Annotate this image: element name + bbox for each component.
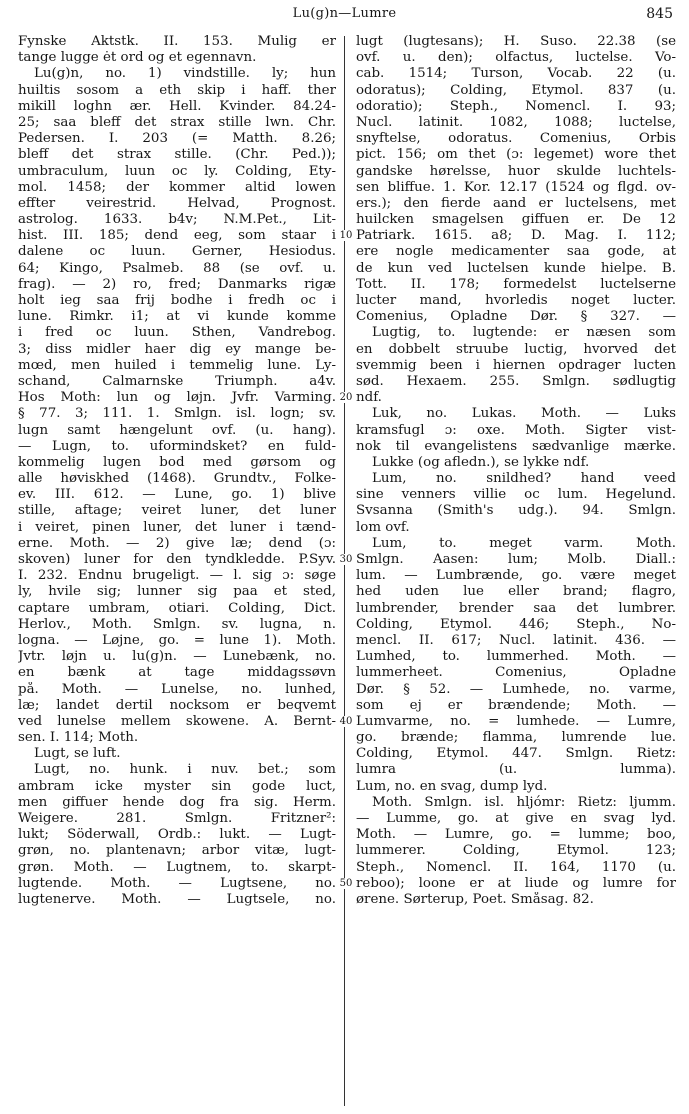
text-line: i veiret, pinen luner, det luner i tænd-: [18, 519, 336, 535]
text-line: tange lugge ėt ord og et egennavn.: [18, 50, 257, 66]
text-line: Jvtr. løjn u. lu(g)n. — Lunebænk, no.: [18, 649, 336, 665]
text-line: lukt; Söderwall, Ordb.: lukt. — Lugt-: [18, 827, 336, 843]
text-line: mœd, men huiled i temmelig lune. Ly-: [18, 357, 336, 373]
text-line: Fynske Aktstk. II. 153. Mulig er: [18, 34, 336, 49]
text-line: Luk, no. Lukas. Moth. — Luks: [372, 406, 676, 422]
text-line: lugtende. Moth. — Lugtsene, no.: [18, 875, 336, 891]
text-line: ambram icke myster sin gode luct,: [18, 778, 336, 794]
text-line: hist. III. 185; dend eeg, som staar i: [18, 228, 336, 244]
text-line: grøn. Moth. — Lugtnem, to. skarpt-: [18, 859, 336, 875]
text-line: lugt (lugtesans); H. Suso. 22.38 (se: [356, 34, 676, 49]
text-line: lugtenerve. Moth. — Lugtsele, no.: [18, 891, 336, 907]
text-line: ere nogle medicamenter saa gode, at: [356, 244, 676, 260]
text-line: effter veirestrid. Helvad, Prognost.: [18, 195, 336, 211]
text-line: Weigere. 281. Smlgn. Fritzner²:: [18, 811, 336, 826]
text-line: huilcken smagelsen giffuen er. De 12: [356, 212, 676, 228]
text-line: logna. — Løjne, go. = lune 1). Moth.: [18, 632, 336, 648]
column-divider: [344, 36, 345, 1106]
text-line: Colding, Etymol. 447. Smlgn. Rietz:: [356, 746, 676, 762]
left-column: [18, 34, 336, 908]
text-line: frag). — 2) ro, fred; Danmarks rigæ: [18, 276, 336, 292]
text-line: snyftelse, odoratus. Comenius, Orbis: [356, 131, 676, 147]
text-line: dalene oc luun. Gerner, Hesiodus.: [18, 244, 336, 260]
text-line: som ej er brændende; Moth. —: [356, 697, 676, 713]
text-line: Moth. — Lumre, go. = lumme; boo,: [356, 827, 676, 843]
text-line: ovf. u. den); olfactus, luctelse. Vo-: [356, 50, 676, 66]
text-line: mencl. II. 617; Nucl. latinit. 436. —: [356, 632, 676, 648]
text-line: odoratus); Colding, Etymol. 837 (u.: [356, 82, 676, 98]
text-line: ved lunelse mellem skowene. A. Bernt-: [18, 713, 336, 729]
text-line: mikill loghn ær. Hell. Kvinder. 84.24-: [18, 98, 336, 114]
text-line: Dør. § 52. — Lumhede, no. varme,: [356, 681, 676, 697]
text-line: erne. Moth. — 2) give læ; dend (ɔ:: [18, 535, 336, 551]
text-line: ers.); den fierde aand er luctelsens, met: [356, 195, 676, 211]
right-column: [356, 34, 676, 908]
text-line: Patriark. 1615. a8; D. Mag. I. 112;: [356, 228, 676, 244]
text-line: Comenius, Opladne Dør. § 327. —: [356, 309, 676, 325]
text-line: Lum, to. meget varm. Moth.: [372, 535, 676, 551]
text-line: en dobbelt struube luctig, hvorved det: [356, 341, 676, 357]
text-line: gandske hørelsse, huor skulde luchtels-: [356, 163, 676, 179]
page-number: 845: [646, 6, 673, 22]
text-line: lumra (u. lumma).: [356, 762, 676, 778]
text-line: sen bliffue. 1. Kor. 12.17 (1524 og flgd. ov-: [356, 179, 676, 195]
text-line: — Lumme, go. at give en svag lyd.: [356, 811, 676, 826]
text-line: Lum, no. en svag, dump lyd.: [356, 778, 548, 794]
text-line: pict. 156; om thet (ɔ: legemet) wore thet: [356, 147, 676, 163]
text-line: Smlgn. Aasen: lum; Molb. Diall.:: [356, 552, 676, 567]
text-line: bleff det strax stille. (Chr. Ped.));: [18, 147, 336, 163]
text-line: Tott. II. 178; formedelst luctelserne: [356, 276, 676, 292]
text-line: schand, Calmarnske Triumph. a4v.: [18, 373, 336, 389]
text-line: en bænk at tage middagssøvn: [18, 665, 336, 681]
text-line: huiltis sosom a eth skip i haff. ther: [18, 82, 336, 98]
text-line: Colding, Etymol. 446; Steph., No-: [356, 616, 676, 632]
line-number-50: 50: [336, 878, 356, 889]
line-number-20: 20: [336, 392, 356, 403]
text-line: Lugtig, to. lugtende: er næsen som: [372, 325, 676, 341]
text-line: på. Moth. — Lunelse, no. lunhed,: [18, 681, 336, 697]
text-line: læ; landet dertil nocksom er beqvemt: [18, 697, 336, 713]
text-line: kommelig lugen bod med gørsom og: [18, 454, 336, 470]
text-line: umbraculum, luun oc ly. Colding, Ety-: [18, 163, 336, 179]
text-line: Herlov., Moth. Smlgn. sv. lugna, n.: [18, 616, 336, 632]
text-line: lom ovf.: [356, 519, 410, 535]
text-line: 25; saa bleff det strax stille lwn. Chr.: [18, 114, 336, 130]
text-line: § 77. 3; 111. 1. Smlgn. isl. logn; sv.: [18, 406, 336, 422]
text-line: Lugt, se luft.: [34, 746, 121, 762]
text-line: men giffuer hende dog fra sig. Herm.: [18, 794, 336, 810]
text-line: odoratio); Steph., Nomencl. I. 93;: [356, 98, 676, 114]
text-line: cab. 1514; Turson, Vocab. 22 (u.: [356, 66, 676, 82]
text-line: reboo); loone er at liude og lumre for: [356, 875, 676, 891]
text-line: sød. Hexaem. 255. Smlgn. sødlugtig: [356, 373, 676, 389]
text-line: lugn samt hængelunt ovf. (u. hang).: [18, 422, 336, 438]
text-line: kramsfugl ɔ: oxe. Moth. Sigter vist-: [356, 422, 676, 438]
text-line: lucter mand, hvorledis noget lucter.: [356, 293, 676, 308]
text-line: ørene. Sørterup, Poet. Småsag. 82.: [356, 891, 594, 907]
line-number-40: 40: [336, 716, 356, 727]
text-line: Moth. Smlgn. isl. hljómr: Rietz: ljumm.: [372, 794, 676, 810]
text-line: Lum, no. snildhed? hand veed: [372, 471, 676, 487]
text-line: alle høviskhed (1468). Grundtv., Folke-: [18, 471, 336, 487]
text-line: grøn, no. plantenavn; arbor vitæ, lugt-: [18, 843, 336, 859]
text-line: lune. Rimkr. i1; at vi kunde komme: [18, 309, 336, 325]
text-line: lum. — Lumbrænde, go. være meget: [356, 568, 676, 584]
text-line: Hos Moth: lun og løjn. Jvfr. Varming.: [18, 390, 336, 406]
text-line: lumbrender, brender saa det lumbrer.: [356, 600, 676, 616]
text-line: Svsanna (Smith's udg.). 94. Smlgn.: [356, 503, 676, 519]
text-line: go. brænde; flamma, lumrende lue.: [356, 730, 676, 746]
line-number-30: 30: [336, 554, 356, 565]
line-number-10: 10: [336, 230, 356, 241]
text-line: svemmig been i hiernen opdrager lucten: [356, 357, 676, 373]
text-line: mol. 1458; der kommer altid lowen: [18, 179, 336, 195]
text-line: skoven) luner for den tyndkledde. P.Syv.: [18, 552, 336, 567]
text-line: astrolog. 1633. b4v; N.M.Pet., Lit-: [18, 212, 336, 228]
text-line: Lugt, no. hunk. i nuv. bet.; som: [34, 762, 336, 778]
text-line: 3; diss midler haer dig ey mange be-: [18, 341, 336, 357]
text-line: Lumhed, to. lummerhed. Moth. —: [356, 649, 676, 665]
text-line: sen. I. 114; Moth.: [18, 730, 139, 746]
text-line: i fred oc luun. Sthen, Vandrebog.: [18, 325, 336, 341]
running-header: [0, 6, 689, 28]
text-line: sine venners villie oc lum. Hegelund.: [356, 487, 676, 503]
text-line: 64; Kingo, Psalmeb. 88 (se ovf. u.: [18, 260, 336, 276]
text-line: — Lugn, to. uformindsket? en fuld-: [18, 438, 336, 454]
text-line: Lu(g)n, no. 1) vindstille. ly; hun: [34, 66, 336, 82]
text-line: stille, aftage; veiret luner, det luner: [18, 503, 336, 519]
text-line: de kun ved luctelsen kunde hielpe. B.: [356, 260, 676, 276]
text-line: holt ieg saa frij bodhe i fredh oc i: [18, 293, 336, 308]
text-line: Lukke (og afledn.), se lykke ndf.: [372, 454, 590, 470]
text-line: I. 232. Endnu brugeligt. — l. sig ɔ: søge: [18, 568, 336, 584]
text-line: lummerheet. Comenius, Opladne: [356, 665, 676, 681]
text-line: ndf.: [356, 390, 382, 406]
text-line: nok til evangelistens sædvanlige mærke.: [356, 438, 676, 454]
text-line: Lumvarme, no. = lumhede. — Lumre,: [356, 713, 676, 729]
running-title: Lu(g)n—Lumre: [292, 6, 397, 21]
text-line: ev. III. 612. — Lune, go. 1) blive: [18, 487, 336, 503]
text-line: hed uden lue eller brand; flagro,: [356, 584, 676, 600]
text-line: ly, hvile sig; lunner sig paa et sted,: [18, 584, 336, 600]
text-line: Nucl. latinit. 1082, 1088; luctelse,: [356, 114, 676, 130]
text-line: captare umbram, otiari. Colding, Dict.: [18, 600, 336, 616]
text-line: lummerer. Colding, Etymol. 123;: [356, 843, 676, 859]
text-line: Steph., Nomencl. II. 164, 1170 (u.: [356, 859, 676, 875]
text-line: Pedersen. I. 203 (= Matth. 8.26;: [18, 131, 336, 147]
